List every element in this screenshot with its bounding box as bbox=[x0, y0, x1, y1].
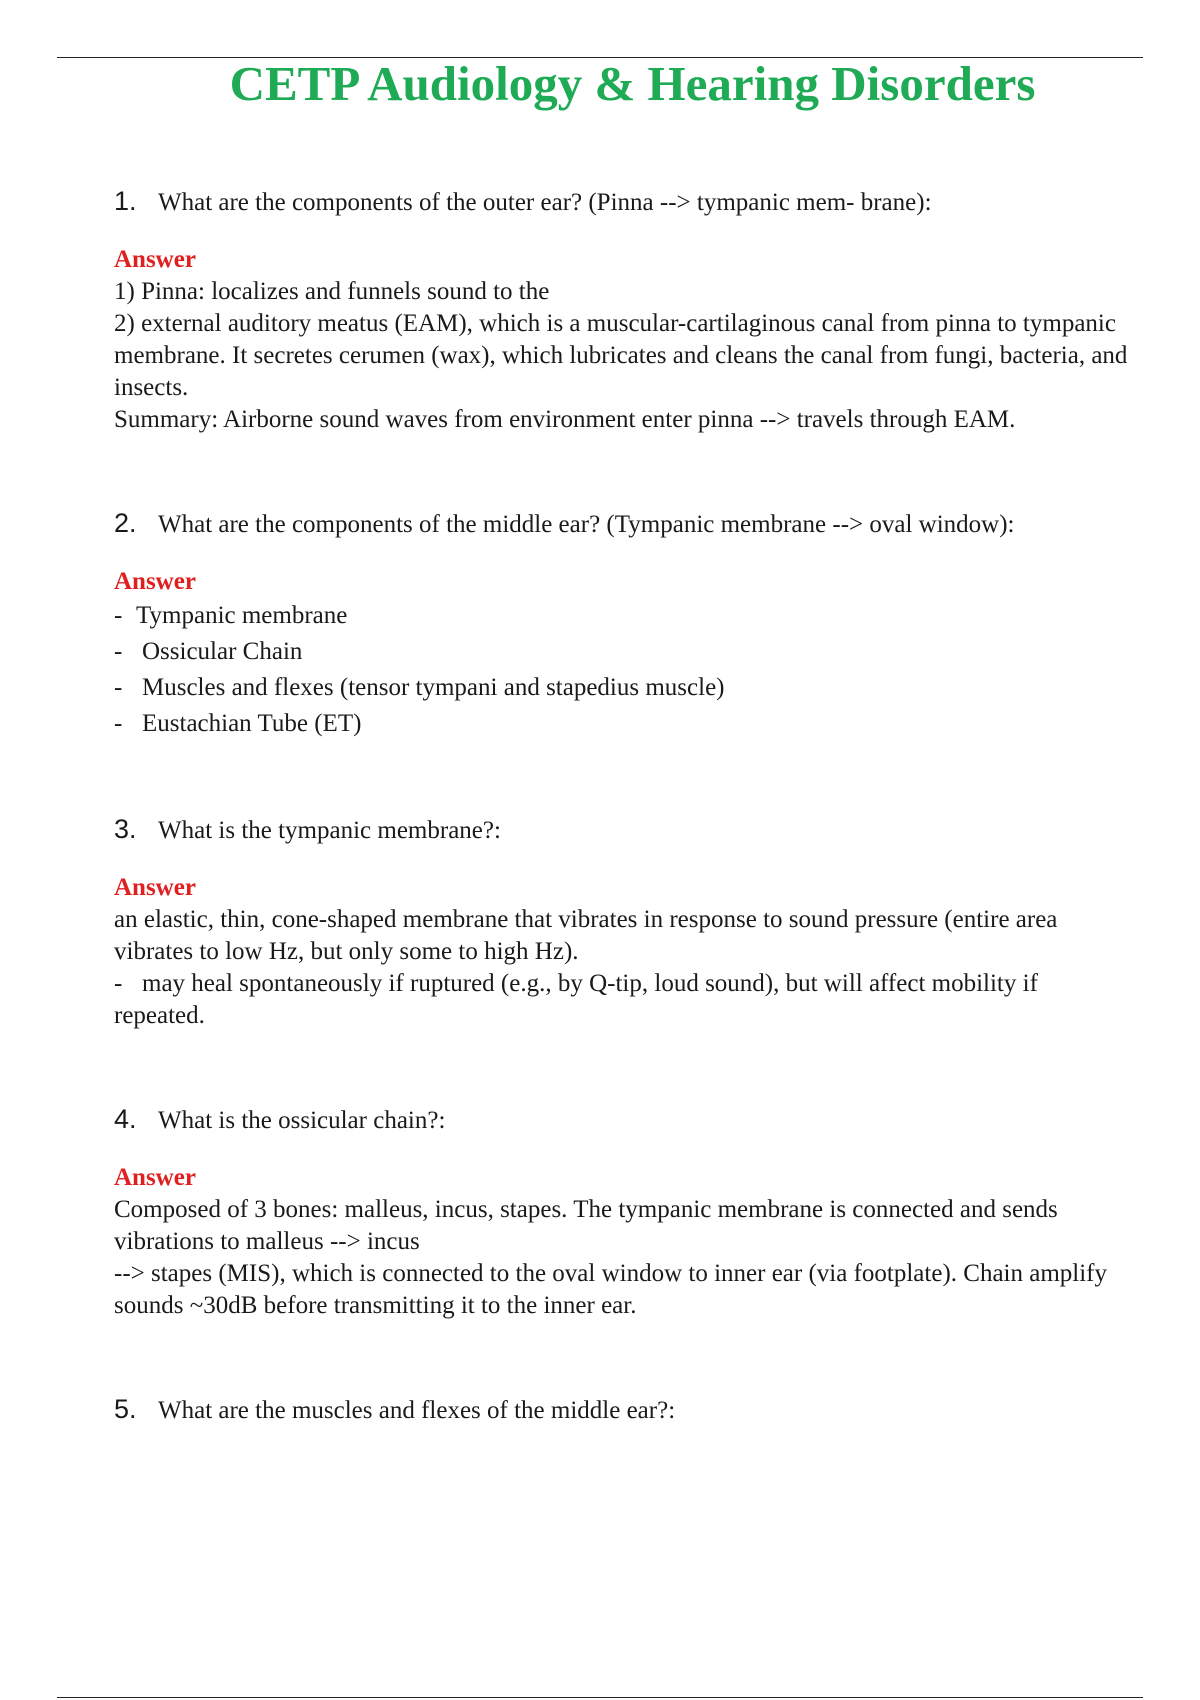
answer-line: 2) external auditory meatus (EAM), which is a muscular-cartilaginous canal from pinna to tympanic membrane. It secretes cerumen (wax), which lubricates and cleans the canal from fungi, bacteria, and insects. bbox=[114, 310, 1128, 401]
qa-item-5 bbox=[114, 1390, 1134, 1430]
list-item-text: Ossicular Chain bbox=[142, 638, 303, 665]
answer-line: --> stapes (MIS), which is connected to the oval window to inner ear (via footplate). Chain amplify sounds ~30dB before transmitting it to the inner ear. bbox=[114, 1260, 1107, 1319]
answer-label: Answer bbox=[114, 568, 196, 595]
question-text: What are the components of the middle ear? (Tympanic membrane --> oval window): bbox=[158, 511, 1015, 538]
dash-bullet: - bbox=[114, 674, 123, 701]
answer-label: Answer bbox=[114, 874, 196, 901]
answer-line: Composed of 3 bones: malleus, incus, stapes. The tympanic membrane is connected and sends vibrations to malleus --> incus bbox=[114, 1196, 1058, 1255]
answer-label: Answer bbox=[114, 1164, 196, 1191]
qa-content bbox=[114, 182, 1134, 1430]
list-item bbox=[114, 706, 1134, 742]
list-item bbox=[114, 598, 1134, 634]
question-number: 5. bbox=[114, 1394, 137, 1424]
question-5 bbox=[114, 1390, 1134, 1430]
list-item-text: Muscles and flexes (tensor tympani and stapedius muscle) bbox=[142, 674, 725, 701]
question-1 bbox=[114, 182, 1134, 222]
answer-label: Answer bbox=[114, 246, 196, 273]
question-number: 4. bbox=[114, 1104, 137, 1134]
answer-bullet-list bbox=[114, 598, 1134, 742]
answer-body-4 bbox=[114, 1194, 1134, 1322]
question-text: What is the ossicular chain?: bbox=[158, 1107, 446, 1134]
question-text: What are the muscles and flexes of the middle ear?: bbox=[158, 1397, 676, 1424]
answer-line: Summary: Airborne sound waves from environment enter pinna --> travels through EAM. bbox=[114, 406, 1016, 433]
question-number: 1. bbox=[114, 186, 137, 216]
answer-line-text: may heal spontaneously if ruptured (e.g., by Q-tip, loud sound), but will affect mobility if repeated. bbox=[114, 970, 1038, 1029]
qa-item-1 bbox=[114, 182, 1134, 436]
list-item-text: Eustachian Tube (ET) bbox=[142, 710, 362, 737]
question-2 bbox=[114, 504, 1134, 544]
dash-bullet: - bbox=[114, 602, 123, 629]
answer-line-dashed bbox=[114, 968, 1134, 1032]
dash-bullet: - bbox=[114, 970, 123, 997]
qa-item-2 bbox=[114, 504, 1134, 742]
question-4 bbox=[114, 1100, 1134, 1140]
bottom-rule bbox=[57, 1697, 1143, 1698]
qa-item-3 bbox=[114, 810, 1134, 1032]
list-item bbox=[114, 634, 1134, 670]
qa-item-4 bbox=[114, 1100, 1134, 1322]
answer-body-3 bbox=[114, 904, 1134, 1032]
question-text: What are the components of the outer ear? (Pinna --> tympanic mem- brane): bbox=[158, 189, 932, 216]
dash-bullet: - bbox=[114, 710, 123, 737]
question-number: 2. bbox=[114, 508, 137, 538]
list-item bbox=[114, 670, 1134, 706]
document-title: CETP Audiology & Hearing Disorders bbox=[229, 56, 1036, 111]
question-text: What is the tympanic membrane?: bbox=[158, 817, 501, 844]
answer-line: an elastic, thin, cone-shaped membrane that vibrates in response to sound pressure (entire area vibrates to low Hz, but only some to high Hz). bbox=[114, 906, 1058, 965]
dash-bullet: - bbox=[114, 638, 123, 665]
list-item-text: Tympanic membrane bbox=[136, 602, 348, 629]
answer-body-1 bbox=[114, 276, 1134, 436]
answer-line: 1) Pinna: localizes and funnels sound to the bbox=[114, 278, 550, 305]
question-3 bbox=[114, 810, 1134, 850]
question-number: 3. bbox=[114, 814, 137, 844]
